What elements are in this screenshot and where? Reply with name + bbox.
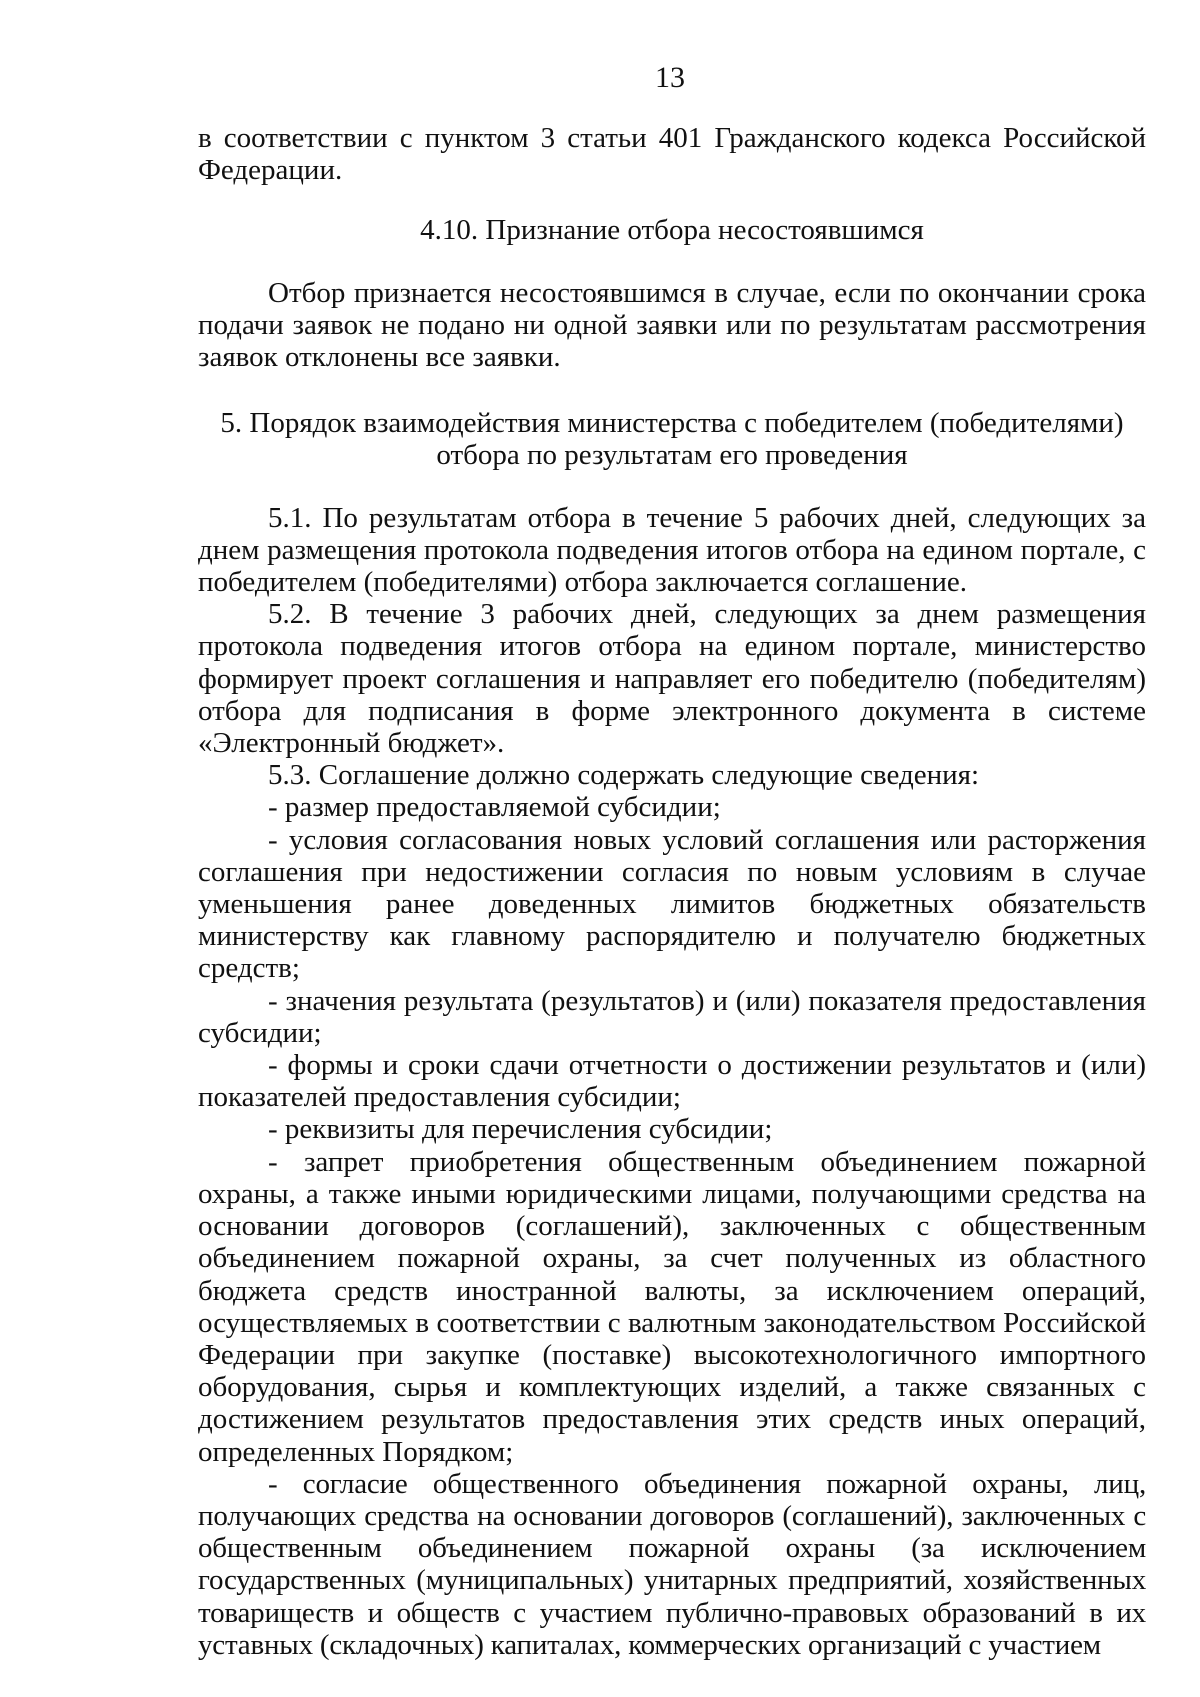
list-item: - размер предоставляемой субсидии; (268, 791, 721, 824)
section-5-heading-line-1: 5. Порядок взаимодействия министерства с победителем (победителями) (220, 407, 1124, 440)
document-body (198, 122, 1146, 1661)
paragraph-5-3: 5.3. Соглашение должно содержать следующие сведения: (268, 759, 980, 792)
section-4-10-paragraph: Отбор признается несостоявшимся в случае, если по окончании срока подачи заявок не подано ни одной заявки или по результатам рассмотрения заявок отклонены все заявки. (198, 276, 1146, 374)
continuation-paragraph: в соответствии с пунктом 3 статьи 401 Гражданского кодекса Российской Федерации. (198, 122, 1146, 187)
list-item: - формы и сроки сдачи отчетности о достижении результатов и (или) показателей предоставления субсидии; (198, 1049, 1146, 1114)
list-item: - условия согласования новых условий соглашения или расторжения соглашения при недостижении согласия по новым условиям в случае уменьшения ранее доведенных лимитов бюджетных обязательств министерству как главному распорядителю и получателю бюджетных средств; (198, 823, 1146, 985)
section-5-heading (198, 407, 1146, 471)
list-item: - согласие общественного объединения пожарной охраны, лиц, получающих средства на основании договоров (соглашений), заключенных с общественным объединением пожарной охраны (за исключением государственных (муниципальных) унитарных предприятий, хозяйственных товариществ и обществ с участием публично-правовых образований в их уставных (складочных) капиталах, коммерческих организаций с участием (198, 1467, 1146, 1661)
list-item: - реквизиты для перечисления субсидии; (268, 1113, 773, 1146)
paragraph-5-2: 5.2. В течение 3 рабочих дней, следующих за днем размещения протокола подведения итогов отбора на едином портале, министерство формирует проект соглашения и направляет его победителю (победителям) отбора для подписания в форме электронного документа в системе «Электронный бюджет». (198, 598, 1146, 760)
list-item: - запрет приобретения общественным объединением пожарной охраны, а также иными юридическими лицами, получающими средства на основании договоров (соглашений), заключенных с общественным объединением пожарной охраны, за счет полученных из областного бюджета средств иностранной валюты, за исключением операций, осуществляемых в соответствии с валютным законодательством Российской Федерации при закупке (поставке) высокотехнологичного импортного оборудования, сырья и комплектующих изделий, а также связанных с достижением результатов предоставления этих средств иных операций, определенных Порядком; (198, 1145, 1146, 1468)
paragraph-5-1: 5.1. По результатам отбора в течение 5 рабочих дней, следующих за днем размещения протокола подведения итогов отбора на едином портале, с победителем (победителями) отбора заключается соглашение. (198, 501, 1146, 599)
list-item: - значения результата (результатов) и (или) показателя предоставления субсидии; (198, 984, 1146, 1049)
section-4-10-heading: 4.10. Признание отбора несостоявшимся (420, 214, 924, 247)
section-5-heading-line-2: отбора по результатам его проведения (436, 439, 908, 472)
page-number: 13 (655, 61, 685, 94)
